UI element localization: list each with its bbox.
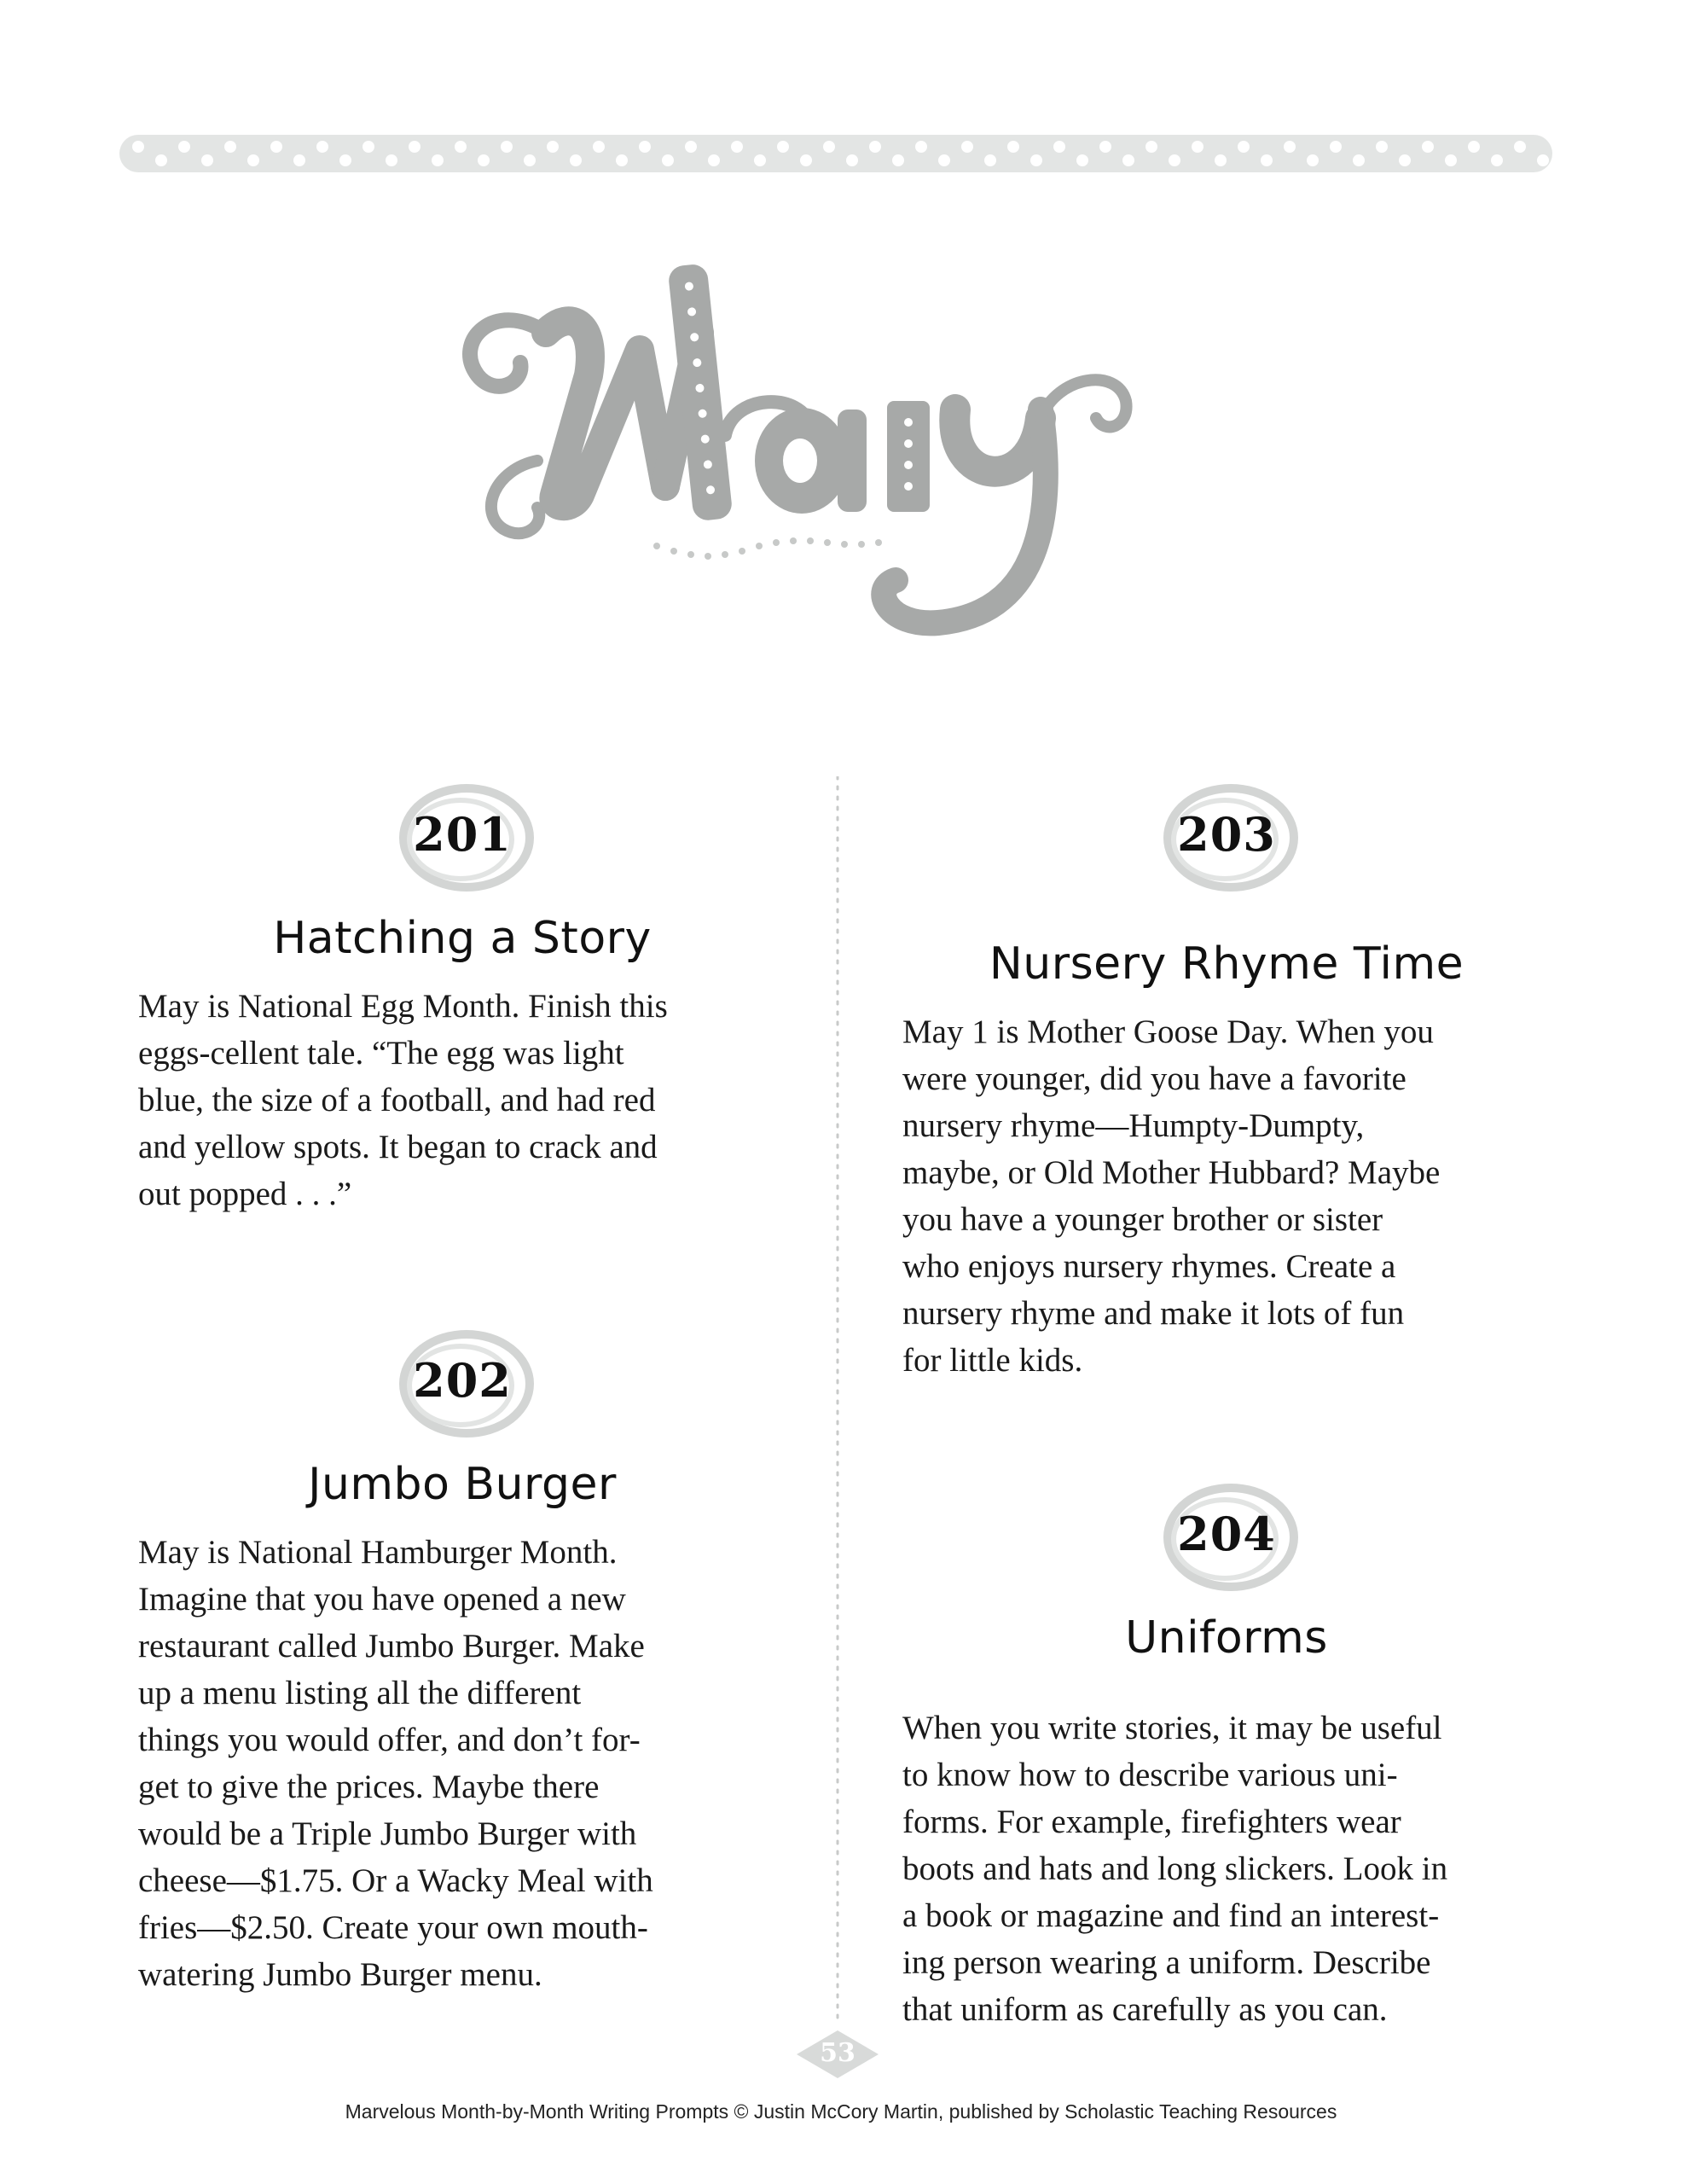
band-dot: [316, 141, 328, 153]
band-dot: [1261, 154, 1273, 166]
copyright-footer: Marvelous Month-by-Month Writing Prompts © Justin McCory Martin, published by Scholastic Teaching Resources: [345, 2100, 1337, 2123]
band-dot: [432, 154, 444, 166]
text-line: cheese—$1.75. Or a Wacky Meal with: [138, 1862, 653, 1899]
band-dot: [1376, 141, 1388, 153]
text-line: ing person wearing a uniform. Describe: [902, 1944, 1431, 1981]
band-dot: [708, 154, 720, 166]
text-line: watering Jumbo Burger menu.: [138, 1956, 542, 1993]
text-line: that uniform as carefully as you can.: [902, 1991, 1388, 2028]
prompt-201: [138, 778, 786, 1217]
band-dot: [293, 154, 305, 166]
prompt-number: 202: [413, 1353, 512, 1408]
text-line: were younger, did you have a favorite: [902, 1060, 1406, 1097]
band-dot: [247, 154, 259, 166]
band-dot: [1169, 154, 1180, 166]
band-dot: [731, 141, 743, 153]
band-dot: [892, 154, 904, 166]
band-dot: [1284, 141, 1296, 153]
column-divider: [835, 776, 840, 2022]
band-dot: [915, 141, 927, 153]
text-line: things you would offer, and don’t for-: [138, 1722, 641, 1758]
band-dot: [386, 154, 397, 166]
band-dot: [1422, 141, 1434, 153]
may-title-art: [444, 205, 1194, 648]
text-line: eggs-cellent tale. “The egg was light: [138, 1035, 624, 1072]
svg-text:May: May: [444, 205, 446, 206]
prompt-204: [902, 1478, 1551, 2033]
band-dot: [800, 154, 812, 166]
prompt-title: Hatching a Story: [273, 913, 652, 964]
text-line: nursery rhyme and make it lots of fun: [902, 1295, 1405, 1332]
prompt-title: Uniforms: [1125, 1612, 1328, 1664]
prompt-title: Jumbo Burger: [308, 1459, 617, 1510]
text-line: up a menu listing all the different: [138, 1675, 582, 1711]
prompt-203: [902, 778, 1551, 1384]
band-dot: [1330, 141, 1342, 153]
band-dot: [478, 154, 490, 166]
band-dot: [524, 154, 536, 166]
text-line: When you write stories, it may be useful: [902, 1710, 1442, 1746]
text-line: would be a Triple Jumbo Burger with: [138, 1815, 637, 1852]
band-dot: [846, 154, 858, 166]
text-line: get to give the prices. Maybe there: [138, 1769, 600, 1805]
band-dot: [547, 141, 559, 153]
band-dot: [961, 141, 973, 153]
band-dot: [501, 141, 513, 153]
polka-dot-border: [119, 128, 1552, 179]
text-line: maybe, or Old Mother Hubbard? Maybe: [902, 1154, 1441, 1191]
text-line: you have a younger brother or sister: [902, 1201, 1383, 1238]
text-line: May is National Egg Month. Finish this: [138, 988, 668, 1025]
text-line: for little kids.: [902, 1342, 1083, 1379]
band-dot: [1468, 141, 1480, 153]
band-dot: [570, 154, 582, 166]
text-line: nursery rhyme—Humpty-Dumpty,: [902, 1107, 1365, 1144]
band-dot: [754, 154, 766, 166]
band-dot: [1215, 154, 1227, 166]
prompt-202: [138, 1324, 786, 1998]
prompt-number-badge: [386, 1324, 539, 1443]
page-number: [793, 2029, 882, 2080]
text-line: to know how to describe various uni-: [902, 1757, 1398, 1793]
text-line: a book or magazine and find an interest-: [902, 1897, 1440, 1934]
band-dot: [1007, 141, 1019, 153]
band-dot: [455, 141, 467, 153]
text-line: Imagine that you have opened a new: [138, 1581, 626, 1618]
prompt-number: 204: [1177, 1507, 1276, 1561]
text-line: boots and hats and long slickers. Look in: [902, 1850, 1448, 1887]
band-dot: [132, 141, 144, 153]
text-line: and yellow spots. It began to crack and: [138, 1129, 658, 1165]
band-dot: [270, 141, 282, 153]
prompt-text: [138, 1529, 786, 1998]
band-dot: [639, 141, 651, 153]
prompt-text: [138, 983, 786, 1217]
band-dot: [339, 154, 351, 166]
band-dot: [1445, 154, 1457, 166]
band-dot: [1307, 154, 1319, 166]
band-dot: [362, 141, 374, 153]
band-dot: [155, 154, 167, 166]
band-dot: [777, 141, 789, 153]
prompt-number-badge: [1150, 778, 1303, 897]
prompt-number: 203: [1177, 807, 1276, 862]
band-dot: [662, 154, 674, 166]
text-line: out popped . . .”: [138, 1176, 352, 1212]
band-dot: [1076, 154, 1088, 166]
band-dot: [201, 154, 213, 166]
prompt-title: Nursery Rhyme Time: [989, 938, 1464, 990]
prompt-number-badge: [1150, 1478, 1303, 1597]
band-dot: [1146, 141, 1157, 153]
band-dot: [685, 141, 697, 153]
prompt-text: [902, 1705, 1551, 2033]
band-dot: [616, 154, 628, 166]
text-line: blue, the size of a football, and had red: [138, 1082, 656, 1118]
text-line: May 1 is Mother Goose Day. When you: [902, 1014, 1434, 1050]
prompt-text: [902, 1008, 1551, 1384]
band-dot: [224, 141, 236, 153]
text-line: restaurant called Jumbo Burger. Make: [138, 1628, 645, 1664]
band-dot: [1537, 154, 1549, 166]
band-dot: [409, 141, 420, 153]
band-dot: [1122, 154, 1134, 166]
band-dot: [593, 141, 605, 153]
prompt-number: 201: [413, 807, 512, 862]
text-line: forms. For example, firefighters wear: [902, 1804, 1401, 1840]
band-dot: [1353, 154, 1365, 166]
band-dot: [1399, 154, 1411, 166]
text-line: fries—$2.50. Create your own mouth-: [138, 1909, 648, 1946]
band-dot: [178, 141, 190, 153]
text-line: who enjoys nursery rhymes. Create a: [902, 1248, 1396, 1285]
page-number-text: 53: [820, 2038, 856, 2068]
band-dot: [1514, 141, 1526, 153]
band-dot: [1053, 141, 1065, 153]
band-dot: [1238, 141, 1250, 153]
text-line: May is National Hamburger Month.: [138, 1534, 618, 1571]
band-dot: [823, 141, 835, 153]
band-dot: [869, 141, 881, 153]
prompt-number-badge: [386, 778, 539, 897]
band-dot: [1491, 154, 1503, 166]
band-dot: [1192, 141, 1204, 153]
band-dot: [1030, 154, 1042, 166]
band-dot: [938, 154, 950, 166]
band-dot: [984, 154, 996, 166]
band-dot: [1099, 141, 1111, 153]
